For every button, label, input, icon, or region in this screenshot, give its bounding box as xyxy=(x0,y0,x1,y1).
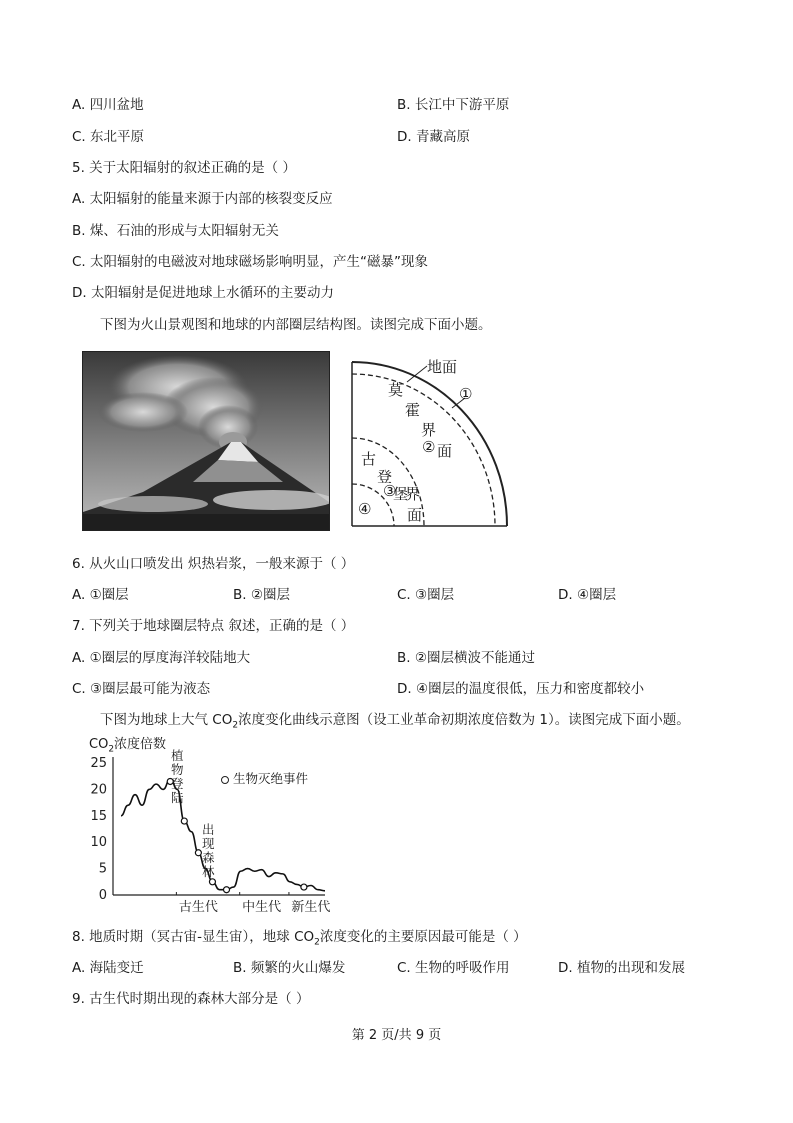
page-footer: 第 2 页/共 9 页 xyxy=(351,1028,442,1043)
label-gutenberg-3: 堡 xyxy=(393,485,409,503)
extinction-point xyxy=(195,850,201,856)
q5-stem: 5. 关于太阳辐射的叙述正确的是（ ） xyxy=(72,160,296,176)
co2-series-line xyxy=(121,779,325,891)
label-layer-1: ① xyxy=(459,385,473,403)
y-tick-label: 0 xyxy=(98,888,107,903)
label-gutenberg-1: 古 xyxy=(361,450,377,468)
label-moho-3: 界 xyxy=(421,421,437,439)
extinction-marker-icon xyxy=(221,776,229,784)
extinction-point xyxy=(181,818,187,824)
co2-chart-svg xyxy=(85,733,355,918)
q5-option-b: B. 煤、石油的形成与太阳辐射无关 xyxy=(72,223,279,239)
label-surface: 地面 xyxy=(427,358,458,376)
label-gutenberg-4: 界 xyxy=(405,485,421,503)
extinction-point xyxy=(224,887,230,893)
q6-option-b: B. ②圈层 xyxy=(233,587,290,603)
x-category-label: 中生代 xyxy=(242,900,282,915)
q5-option-c: C. 太阳辐射的电磁波对地球磁场影响明显，产生“磁暴”现象 xyxy=(72,254,428,270)
q7-option-b: B. ②圈层横波不能通过 xyxy=(397,650,535,666)
q8-stem: 8. 地质时期（冥古宙-显生宙），地球 $CO_2$浓度变化的主要原因最可能是（ ） xyxy=(72,929,527,948)
q7-stem: 7. 下列关于地球圈层特点 叙述，正确的是（ ） xyxy=(72,618,355,634)
q4-option-d: D. 青藏高原 xyxy=(397,129,470,145)
chart-ylabel: $CO_2$浓度倍数 xyxy=(89,737,167,755)
label-gutenberg-2: 登 xyxy=(377,468,393,486)
y-tick-label: 25 xyxy=(90,756,107,771)
label-gutenberg-5: 面 xyxy=(407,506,423,524)
q7-option-d: D. ④圈层的温度很低，压力和密度都较小 xyxy=(397,681,645,697)
label-layer-3: ③ xyxy=(383,482,397,500)
q7-option-c: C. ③圈层最可能为液态 xyxy=(72,681,211,697)
y-tick-label: 5 xyxy=(98,861,107,877)
y-tick-label: 10 xyxy=(90,835,107,851)
q4-option-c: C. 东北平原 xyxy=(72,129,145,145)
q8-option-c: C. 生物的呼吸作用 xyxy=(397,960,510,976)
label-moho-4: 面 xyxy=(437,442,453,460)
q6-stem: 6. 从火山口喷发出 炽热岩浆，一般来源于（ ） xyxy=(72,556,355,572)
q4-option-b: B. 长江中下游平原 xyxy=(397,97,510,113)
y-tick-label: 15 xyxy=(90,808,107,824)
x-category-label: 古生代 xyxy=(178,900,218,915)
q7-option-a: A. ①圈层的厚度海洋较陆地大 xyxy=(72,650,251,666)
q8-option-a: A. 海陆变迁 xyxy=(72,960,144,976)
q4-option-a: A. 四川盆地 xyxy=(72,97,144,113)
extinction-point xyxy=(301,884,307,890)
q8-option-b: B. 频繁的火山爆发 xyxy=(233,960,346,976)
label-layer-4: ④ xyxy=(358,500,372,518)
label-moho-2: 霍 xyxy=(405,401,421,419)
annotation-plants-land: 植物登陆 xyxy=(171,748,184,805)
x-category-label: 新生代 xyxy=(291,900,331,915)
label-moho-1: 莫 xyxy=(388,381,404,399)
chart-legend: 生物灭绝事件 xyxy=(221,769,308,787)
q6-option-a: A. ①圈层 xyxy=(72,587,129,603)
co2-chart xyxy=(85,733,355,918)
q5-option-a: A. 太阳辐射的能量来源于内部的核裂变反应 xyxy=(72,191,333,207)
q8-option-d: D. 植物的出现和发展 xyxy=(558,960,685,976)
q9-stem: 9. 古生代时期出现的森林大部分是（ ） xyxy=(72,991,310,1007)
y-tick-label: 20 xyxy=(90,782,107,798)
volcano-photo xyxy=(82,351,330,531)
earth-interior-diagram xyxy=(347,350,512,532)
label-layer-2: ② xyxy=(422,438,436,456)
extinction-point xyxy=(209,879,215,885)
annotation-forests: 出现森林 xyxy=(202,822,215,879)
intro-volcano: 下图为火山景观图和地球的内部圈层结构图。读图完成下面小题。 xyxy=(100,317,492,333)
q5-option-d: D. 太阳辐射是促进地球上水循环的主要动力 xyxy=(72,285,334,301)
q6-option-d: D. ④圈层 xyxy=(558,587,617,603)
intro-co2: 下图为地球上大气 $CO_2$浓度变化曲线示意图（设工业革命初期浓度倍数为 1）。读图完成下面小题。 xyxy=(100,712,690,731)
q6-option-c: C. ③圈层 xyxy=(397,587,455,603)
